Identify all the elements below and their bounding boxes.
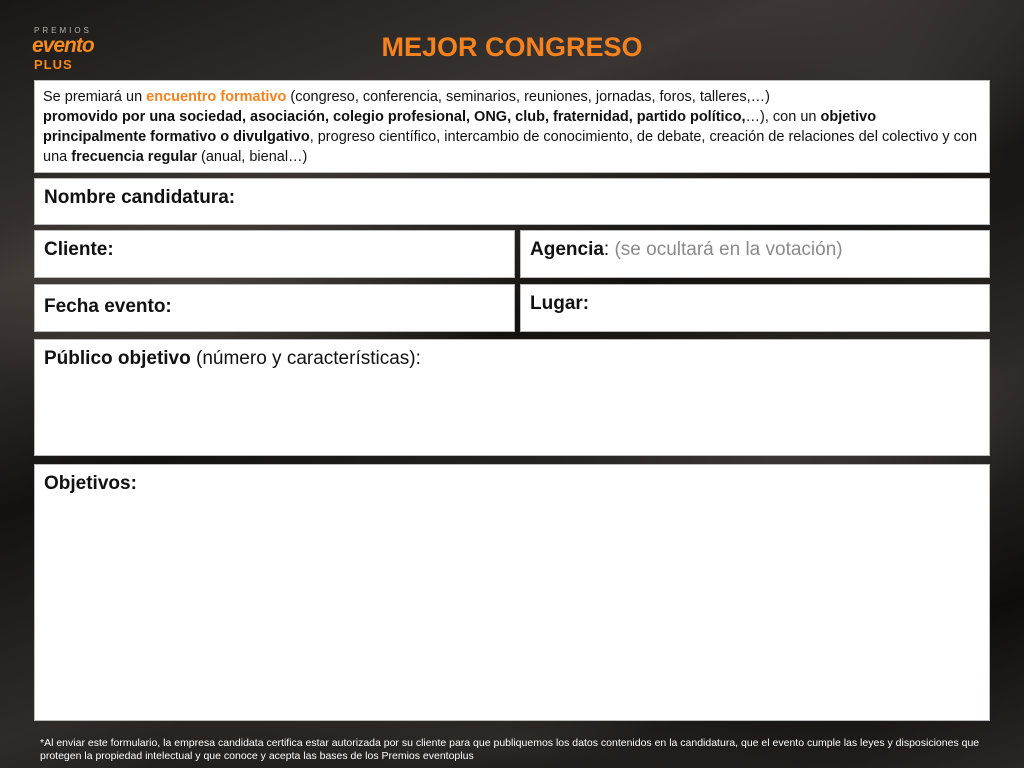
cliente-field[interactable] <box>34 230 515 278</box>
page-title: MEJOR CONGRESO <box>381 32 643 62</box>
nombre-candidatura-label: Nombre candidatura: <box>44 187 236 208</box>
logo-plus: PLUS <box>34 57 73 72</box>
intro-text-2: (congreso, conferencia, seminarios, reuniones, jornadas, foros, talleres,…) <box>286 89 770 105</box>
intro-text-5: (anual, bienal…) <box>196 149 308 165</box>
logo-premios: PREMIOS <box>34 26 92 35</box>
objetivos-label: Objetivos: <box>44 473 137 494</box>
intro-description <box>34 80 990 173</box>
intro-text-3: …), con un <box>745 109 821 125</box>
footer-disclaimer: *Al enviar este formulario, la empresa candidata certifica estar autorizada por su cliente para que publiquemos los datos contenidos en la candidatura, que el evento cumple las leyes y disposiciones que protegen la propiedad intelectual y que conoce y acepta las bases de los Premios eventoplus <box>40 737 980 762</box>
publico-objetivo-label: Público objetivo <box>44 348 191 369</box>
nombre-candidatura-field[interactable] <box>34 178 990 225</box>
agencia-label: Agencia <box>530 239 604 260</box>
cliente-label: Cliente: <box>44 239 114 260</box>
agencia-note: (se ocultará en la votación) <box>614 239 843 260</box>
lugar-label: Lugar: <box>530 293 590 314</box>
intro-bold-3: frecuencia regular <box>71 149 197 165</box>
intro-highlight: encuentro formativo <box>146 89 287 105</box>
fecha-evento-label: Fecha evento: <box>44 296 172 317</box>
lugar-field[interactable] <box>520 284 990 332</box>
publico-objetivo-field[interactable] <box>34 339 990 456</box>
publico-objetivo-note: (número y características): <box>190 348 421 369</box>
intro-bold-2: objetivo principalmente formativo o divulgativo <box>43 109 877 145</box>
logo-evento: evento <box>32 34 94 57</box>
intro-text-1: Se premiará un <box>43 89 147 105</box>
objetivos-field[interactable] <box>34 464 990 721</box>
fecha-evento-field[interactable] <box>34 284 515 332</box>
agencia-colon: : <box>603 239 615 260</box>
agencia-field[interactable] <box>520 230 990 278</box>
intro-text-4: , progreso científico, intercambio de conocimiento, de debate, creación de relaciones del colectivo y con una <box>43 129 978 165</box>
intro-bold-1: promovido por una sociedad, asociación, colegio profesional, ONG, club, fraternidad, partido político, <box>43 109 746 125</box>
